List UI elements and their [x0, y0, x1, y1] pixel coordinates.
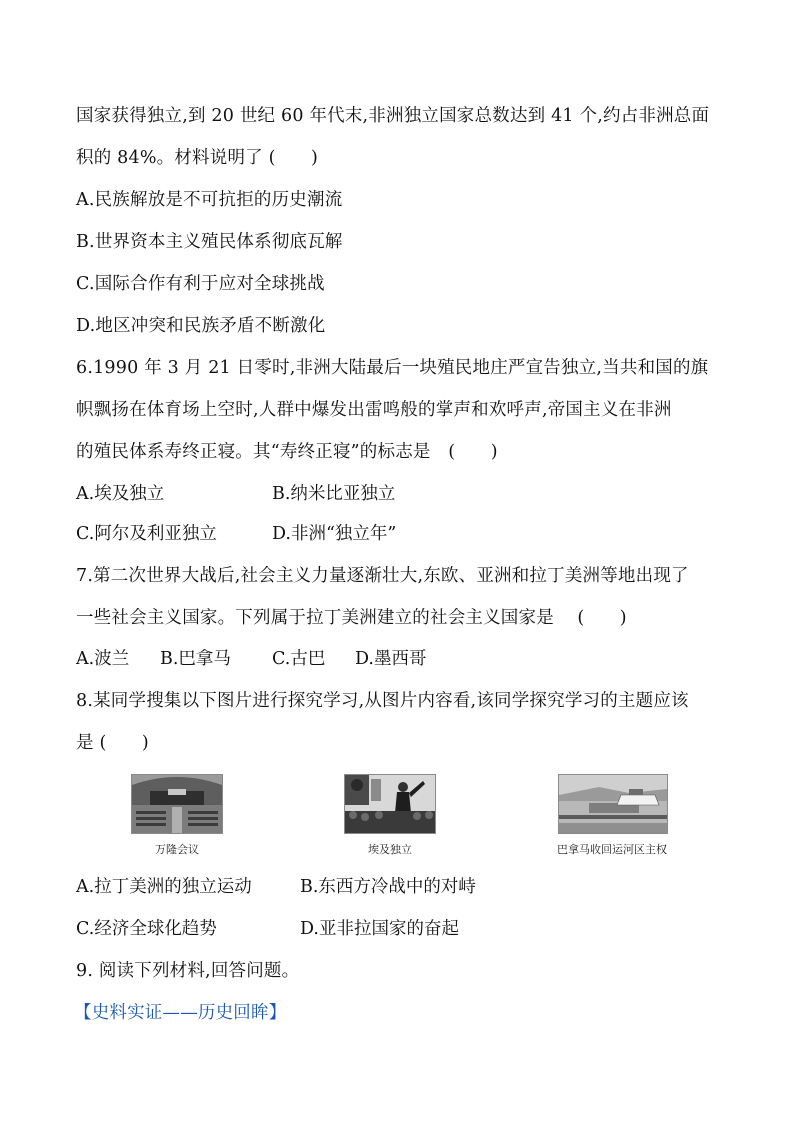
- q6-stem-line-1: 6.1990 年 3 月 21 日零时,非洲大陆最后一块殖民地庄严宣告独立,当共和国的旗: [76, 358, 709, 378]
- q7-stem-line-2: 一些社会主义国家。下列属于拉丁美洲建立的社会主义国家是 ( ): [76, 608, 627, 628]
- caption-panama-canal: 巴拿马收回运河区主权: [557, 843, 667, 856]
- q6-option-a[interactable]: A.埃及独立: [76, 484, 165, 504]
- canal-ship-image: [559, 775, 667, 833]
- caption-egypt-independence: 埃及独立: [368, 843, 412, 856]
- q8-option-a[interactable]: A.拉丁美洲的独立运动: [76, 877, 252, 897]
- q8-option-c[interactable]: C.经济全球化趋势: [76, 919, 217, 939]
- q6-option-b[interactable]: B.纳米比亚独立: [272, 484, 396, 504]
- q5-stem-line-1: 国家获得独立,到 20 世纪 60 年代末,非洲独立国家总数达到 41 个,约占非洲总面: [76, 106, 710, 126]
- q5-option-a[interactable]: A.民族解放是不可抗拒的历史潮流: [76, 190, 343, 210]
- q5-option-d[interactable]: D.地区冲突和民族矛盾不断激化: [76, 316, 326, 336]
- q6-option-c[interactable]: C.阿尔及利亚独立: [76, 524, 217, 544]
- q7-option-b[interactable]: B.巴拿马: [160, 649, 231, 669]
- photo-bandung-conference: [131, 774, 223, 834]
- q6-option-d[interactable]: D.非洲“独立年”: [272, 524, 397, 544]
- q8-stem-line-2: 是 ( ): [76, 733, 149, 753]
- q8-option-d[interactable]: D.亚非拉国家的奋起: [300, 919, 459, 939]
- caption-bandung-conference: 万隆会议: [155, 843, 199, 856]
- q9-stem: 9. 阅读下列材料,回答问题。: [76, 961, 300, 981]
- q8-option-b[interactable]: B.东西方冷战中的对峙: [300, 877, 476, 897]
- q7-stem-line-1: 7.第二次世界大战后,社会主义力量逐渐壮大,东欧、亚洲和拉丁美洲等地出现了: [76, 566, 689, 586]
- q6-stem-line-3: 的殖民体系寿终正寝。其“寿终正寝”的标志是 ( ): [76, 442, 498, 462]
- q7-option-c[interactable]: C.古巴: [272, 649, 326, 669]
- q5-option-c[interactable]: C.国际合作有利于应对全球挑战: [76, 274, 325, 294]
- q5-option-b[interactable]: B.世界资本主义殖民体系彻底瓦解: [76, 232, 343, 252]
- q8-stem-line-1: 8.某同学搜集以下图片进行探究学习,从图片内容看,该同学探究学习的主题应该: [76, 691, 689, 711]
- q7-option-d[interactable]: D.墨西哥: [355, 649, 427, 669]
- speech-crowd-image: [345, 775, 435, 833]
- q9-section-heading: 【史料实证——历史回眸】: [74, 1003, 287, 1023]
- q6-stem-line-2: 帜飘扬在体育场上空时,人群中爆发出雷鸣般的掌声和欢呼声,帝国主义在非洲: [76, 400, 672, 420]
- q7-option-a[interactable]: A.波兰: [76, 649, 130, 669]
- photo-panama-canal: [558, 774, 668, 834]
- conference-hall-image: [132, 775, 222, 833]
- photo-egypt-independence: [344, 774, 436, 834]
- q5-stem-line-2: 积的 84%。材料说明了 ( ): [76, 148, 319, 168]
